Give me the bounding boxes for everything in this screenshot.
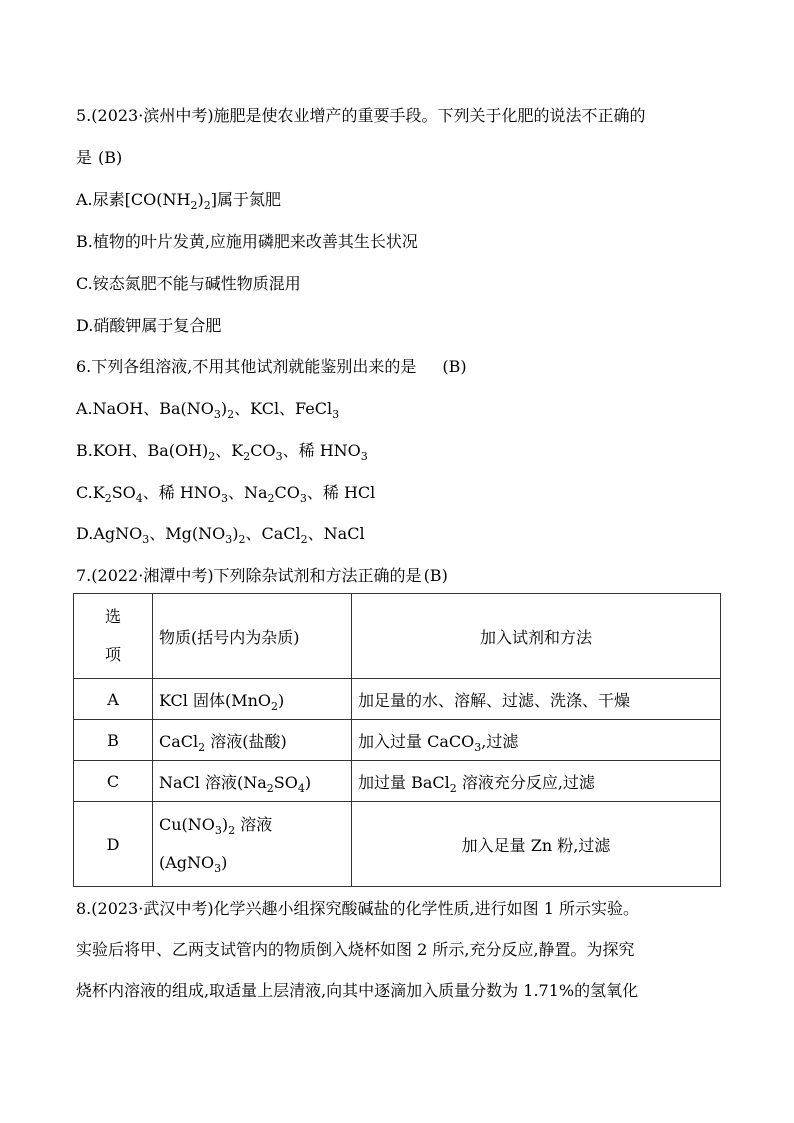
row-a-method: 加足量的水、溶解、过滤、洗涤、干燥	[352, 679, 721, 720]
q7-stem-text: 7.(2022·湘潭中考)下列除杂试剂和方法正确的是	[76, 566, 422, 585]
q5-option-a: A.尿素$[CO(NH_2)_2]$属于氮肥	[76, 190, 281, 213]
q7-stem	[76, 566, 448, 586]
row-a-option: A	[74, 679, 153, 720]
table-header-row	[74, 594, 721, 679]
q5-stem-line1: 5.(2023·滨州中考)施肥是使农业增产的重要手段。下列关于化肥的说法不正确的	[76, 106, 646, 125]
q5-option-b: B.植物的叶片发黄,应施用磷肥来改善其生长状况	[76, 232, 418, 251]
q6-option-a: A.NaOH、$Ba(NO_3)_2$、KCl、FeCl$_3$	[76, 399, 340, 422]
q7-answer: (B)	[423, 566, 448, 585]
row-d-method: 加入足量 Zn 粉,过滤	[352, 802, 721, 887]
header-option-cell: 选 项	[74, 594, 153, 679]
row-a-substance: KCl 固体(MnO$_2$)	[153, 679, 352, 720]
q6-option-d: D.AgNO$_3$、$Mg(NO_3)_2$、CaCl$_2$、NaCl	[76, 524, 365, 547]
row-b-method: 加入过量 CaCO$_3$,过滤	[352, 720, 721, 761]
row-c-method: 加过量 BaCl$_2$ 溶液充分反应,过滤	[352, 761, 721, 802]
q8-line1: 8.(2023·武汉中考)化学兴趣小组探究酸碱盐的化学性质,进行如图 1 所示实验。	[76, 899, 639, 918]
row-b-substance: CaCl$_2$ 溶液(盐酸)	[153, 720, 352, 761]
table-row	[74, 720, 721, 761]
q6-option-b: B.KOH、$Ba(OH)_2$、$K_2CO_3$、稀 $HNO_3$	[76, 441, 368, 464]
q5-stem-line2-text: 是	[76, 148, 93, 167]
q6-answer: (B)	[442, 357, 467, 376]
table-row	[74, 761, 721, 802]
q6-stem	[76, 357, 467, 377]
q5-option-d: D.硝酸钾属于复合肥	[76, 316, 222, 335]
q6-stem-text: 6.下列各组溶液,不用其他试剂就能鉴别出来的是	[76, 357, 417, 376]
q8-line3: 烧杯内溶液的组成,取适量上层清液,向其中逐滴加入质量分数为 1.71%的氢氧化	[76, 981, 639, 1000]
row-d-option: D	[74, 802, 153, 887]
header-method-cell: 加入试剂和方法	[352, 594, 721, 679]
row-c-substance: NaCl 溶液$(Na_2SO_4)$	[153, 761, 352, 802]
q8-line2: 实验后将甲、乙两支试管内的物质倒入烧杯如图 2 所示,充分反应,静置。为探究	[76, 940, 635, 959]
q7-options-table	[73, 593, 721, 887]
row-c-option: C	[74, 761, 153, 802]
q5-option-c: C.铵态氮肥不能与碱性物质混用	[76, 274, 301, 293]
table-row	[74, 802, 721, 887]
row-b-option: B	[74, 720, 153, 761]
q5-answer: (B)	[98, 148, 123, 167]
q5-stem-line2	[76, 148, 122, 168]
header-substance-cell: 物质(括号内为杂质)	[153, 594, 352, 679]
q6-option-c: $C.K_2SO_4$、稀 $HNO_3$、$Na_2CO_3$、稀 HCl	[76, 483, 376, 506]
row-d-substance: $Cu(NO_3)_2$ 溶液 (AgNO$_3$)	[153, 802, 352, 887]
table-row	[74, 679, 721, 720]
